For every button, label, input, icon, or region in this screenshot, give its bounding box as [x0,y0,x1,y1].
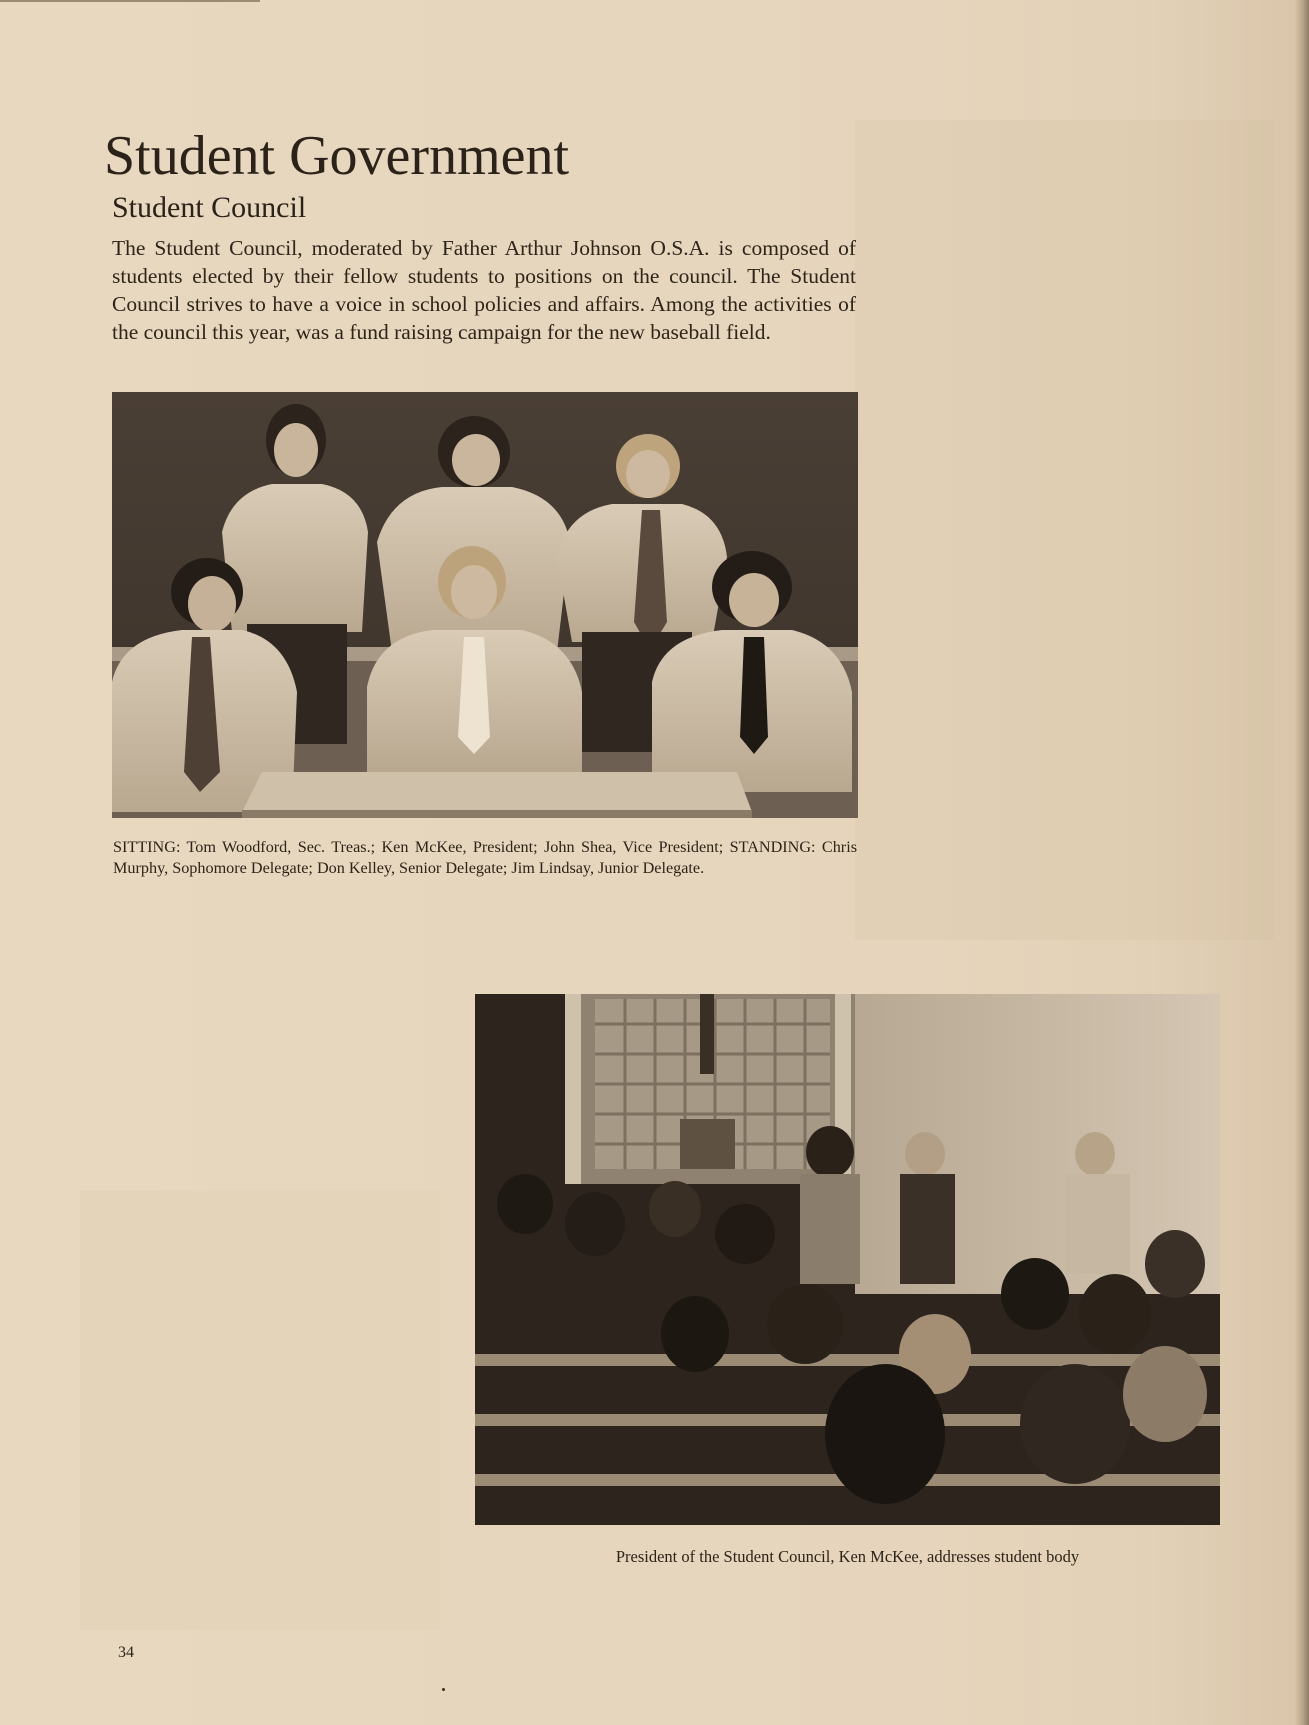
page-title: Student Government [104,125,570,187]
assembly-photo-illustration [475,994,1220,1525]
student-council-group-photo [112,392,858,818]
page-number: 34 [118,1644,134,1661]
print-speck [442,1688,445,1691]
page-binding-edge [1295,0,1309,1725]
group-photo-caption: SITTING: Tom Woodford, Sec. Treas.; Ken McKee, President; John Shea, Vice President; STANDING: Chris Murphy, Sophomore Delegate; Don Kelley, Senior Delegate; Jim Lindsay, Junior Delegate. [113,838,857,877]
assembly-photo [475,994,1220,1525]
bleed-through-shadow [855,120,1275,940]
section-body-text: The Student Council, moderated by Father Arthur Johnson O.S.A. is composed of students elected by their fellow students to positions on the council. The Student Council strives to have a voice in school policies and affairs. Among the activities of the council this year, was a fund raising campaign for the new baseball field. [112,236,856,344]
page-top-edge [0,0,260,2]
group-photo-illustration [112,392,858,818]
bleed-through-shadow-lower [80,1190,440,1630]
assembly-photo-caption: President of the Student Council, Ken McKee, addresses student body [615,1547,1080,1566]
section-subtitle: Student Council [112,191,307,224]
